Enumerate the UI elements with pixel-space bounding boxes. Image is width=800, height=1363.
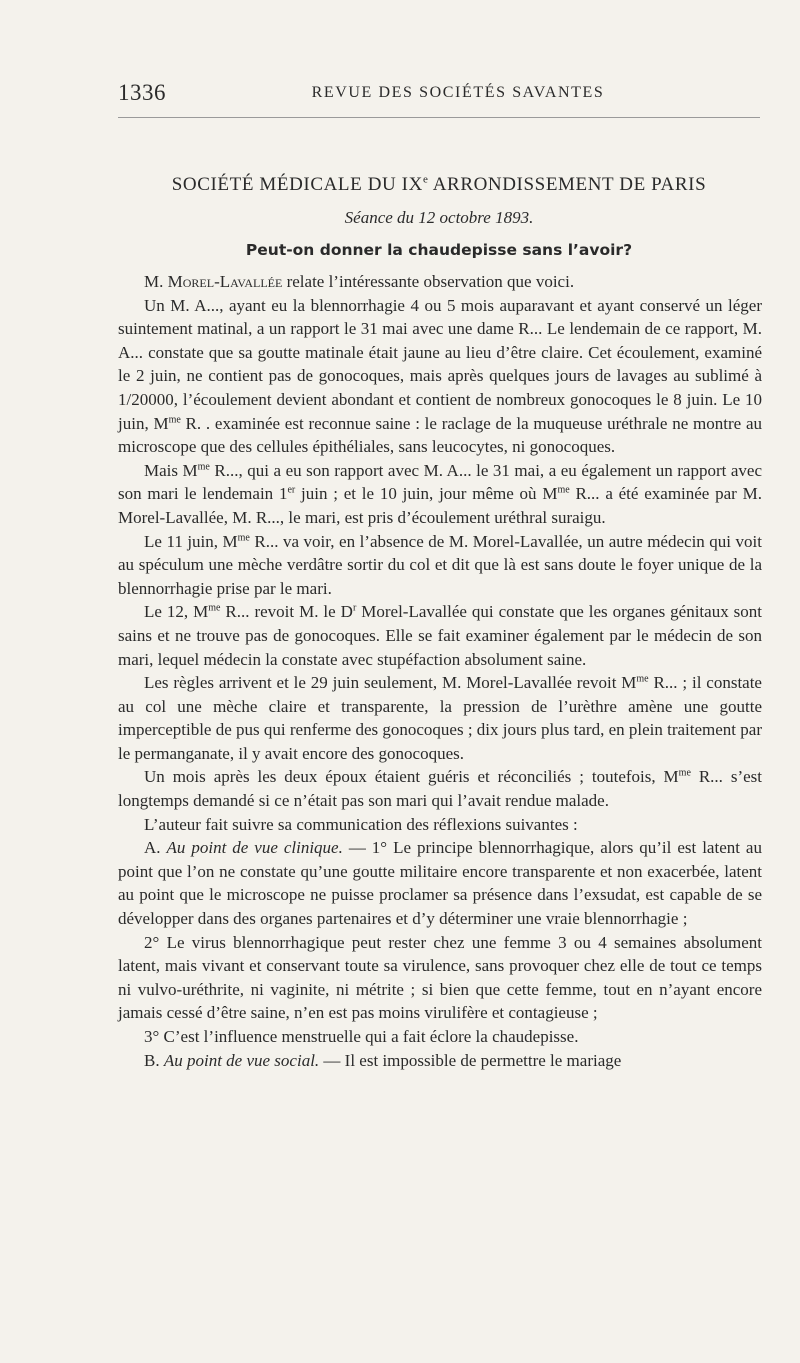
text-run: relate l’intéressante observation que voici. <box>282 272 575 291</box>
paragraph: 2° Le virus blennorrhagique peut rester chez une femme 3 ou 4 semaines absolument latent, mais vivant et conservant toute sa virulence, sans provoquer chez elle de tout ce temps ni vulvo-uréthrite, ni vaginite, ni métrite ; si bien que cette femme, tout en n’ayant encore jamais cessé d’être saine, n’en est pas moins virulifère et contagieuse ; <box>118 932 762 1023</box>
text-run: M. <box>144 272 168 291</box>
paragraph: 3° C’est l’influence menstruelle qui a fait éclore la chaudepisse. <box>144 1027 579 1046</box>
text-run: Les règles arrivent et le 29 juin seulement, M. Morel-Lavallée revoit M <box>144 673 637 693</box>
text-run: Un M. A..., ayant eu la blennorrhagie 4 ou 5 mois auparavant et ayant conservé un léger suintement matinal, a un rapport le 31 mai avec une dame R... Le lendemain de ce rapport, M. A... constate que sa goutte matinale était jaune au lieu d’être claire. Cet écoulement, examiné le 2 juin, ne contient pas de gonocoques, mais après quelques jours de lavages au sublimé à 1/20000, l’écoulement devient abondant et contient de nombreux gonocoques le 8 juin. Le 10 juin, M <box>118 295 762 433</box>
superscript: me <box>197 461 210 473</box>
text-run: B. <box>144 1050 164 1070</box>
superscript: me <box>636 673 649 685</box>
text-run: Le 11 juin, M <box>144 531 238 551</box>
text-run: R... a été examinée par M. Morel-Lavallée, M. R..., le mari, est pris d’écoulement uréthral suraigu. <box>118 484 762 527</box>
text-run: Mais M <box>144 460 198 480</box>
section-label: Au point de vue clinique. <box>166 838 343 858</box>
seance-date: Séance du 12 octobre 1893. <box>344 208 534 227</box>
text-run: juin ; et le 10 juin, jour même où M <box>295 484 558 504</box>
society-name-sup: e <box>422 173 429 186</box>
superscript: er <box>287 484 296 496</box>
paragraph <box>118 530 762 601</box>
article-body <box>118 270 762 1072</box>
paragraph <box>118 765 762 812</box>
paragraph <box>118 459 762 530</box>
text-run: R... revoit M. le D <box>220 602 353 622</box>
text-run: Un mois après les deux époux étaient guéris et réconciliés ; toutefois, M <box>144 767 679 787</box>
paragraph: L’auteur fait suivre sa communication des réflexions suivantes : <box>144 814 578 834</box>
paragraph <box>118 600 762 671</box>
text-run: R... va voir, en l’absence de M. Morel-Lavallée, un autre médecin qui voit au spéculum une mèche verdâtre sortir du col et dit que là est sans doute le foyer unique de la blennorrhagie prise par le mari. <box>118 531 762 598</box>
paragraph <box>118 836 762 930</box>
page-header <box>118 80 758 110</box>
superscript: me <box>237 531 250 543</box>
author-name: Morel-Lavallée <box>167 272 283 291</box>
superscript: me <box>208 602 221 614</box>
text-run: — Il est impossible de permettre le mariage <box>319 1050 622 1070</box>
text-run: — 1° Le principe blennorrhagique, alors qu’il est latent au point que l’on ne constate qu’une goutte militaire encore transparente et non exacerbée, latent au point que le microscope ne puisse proclamer sa présence dans l’exsudat, est capable de se développer dans des organes partenaires et d’y déterminer une vraie blennorrhagie ; <box>118 838 762 929</box>
section-label: Au point de vue social. <box>163 1050 320 1070</box>
paragraph <box>118 294 762 459</box>
superscript: me <box>678 767 691 779</box>
paragraph <box>118 671 762 765</box>
running-head: REVUE DES SOCIÉTÉS SAVANTES <box>311 84 605 101</box>
superscript: me <box>168 413 181 425</box>
society-name: SOCIÉTÉ MÉDICALE DU IX <box>171 174 423 195</box>
text-run: A. <box>144 838 167 858</box>
text-run: Morel-Lavallée qui constate que les organes génitaux sont sains et ne trouve pas de gonocoques. Elle se fait examiner également par le médecin de son mari, lequel médecin la constate avec stupéfaction absolument saine. <box>118 602 763 669</box>
society-heading <box>118 174 760 196</box>
article-title: Peut-on donner la chaudepisse sans l’avoir? <box>245 241 633 259</box>
text-run: R. . examinée est reconnue saine : le raclage de la muqueuse uréthrale ne montre au microscope que des cellules épithéliales, sans leucocytes, ni gonocoques. <box>118 413 763 457</box>
paragraph <box>118 1049 762 1073</box>
header-rule <box>118 117 760 118</box>
text-run: R..., qui a eu son rapport avec M. A... le 31 mai, a eu également un rapport avec son mari le lendemain 1 <box>118 460 762 504</box>
text-run: R... s’est longtemps demandé si ce n’était pas son mari qui l’avait rendue malade. <box>118 767 762 811</box>
society-name-rest: ARRONDISSEMENT DE PARIS <box>428 174 707 195</box>
text-run: R... ; il constate au col une mèche claire et transparente, la pression de l’urèthre amène une goutte imperceptible de pus qui renferme des gonocoques ; dix jours plus tard, en plein traitement par le permanganate, il y avait encore des gonocoques. <box>118 673 762 763</box>
superscript: r <box>352 602 357 614</box>
page-number: 1336 <box>118 80 166 105</box>
paragraph <box>118 270 762 294</box>
superscript: me <box>557 484 570 496</box>
text-run: Le 12, M <box>144 602 209 622</box>
